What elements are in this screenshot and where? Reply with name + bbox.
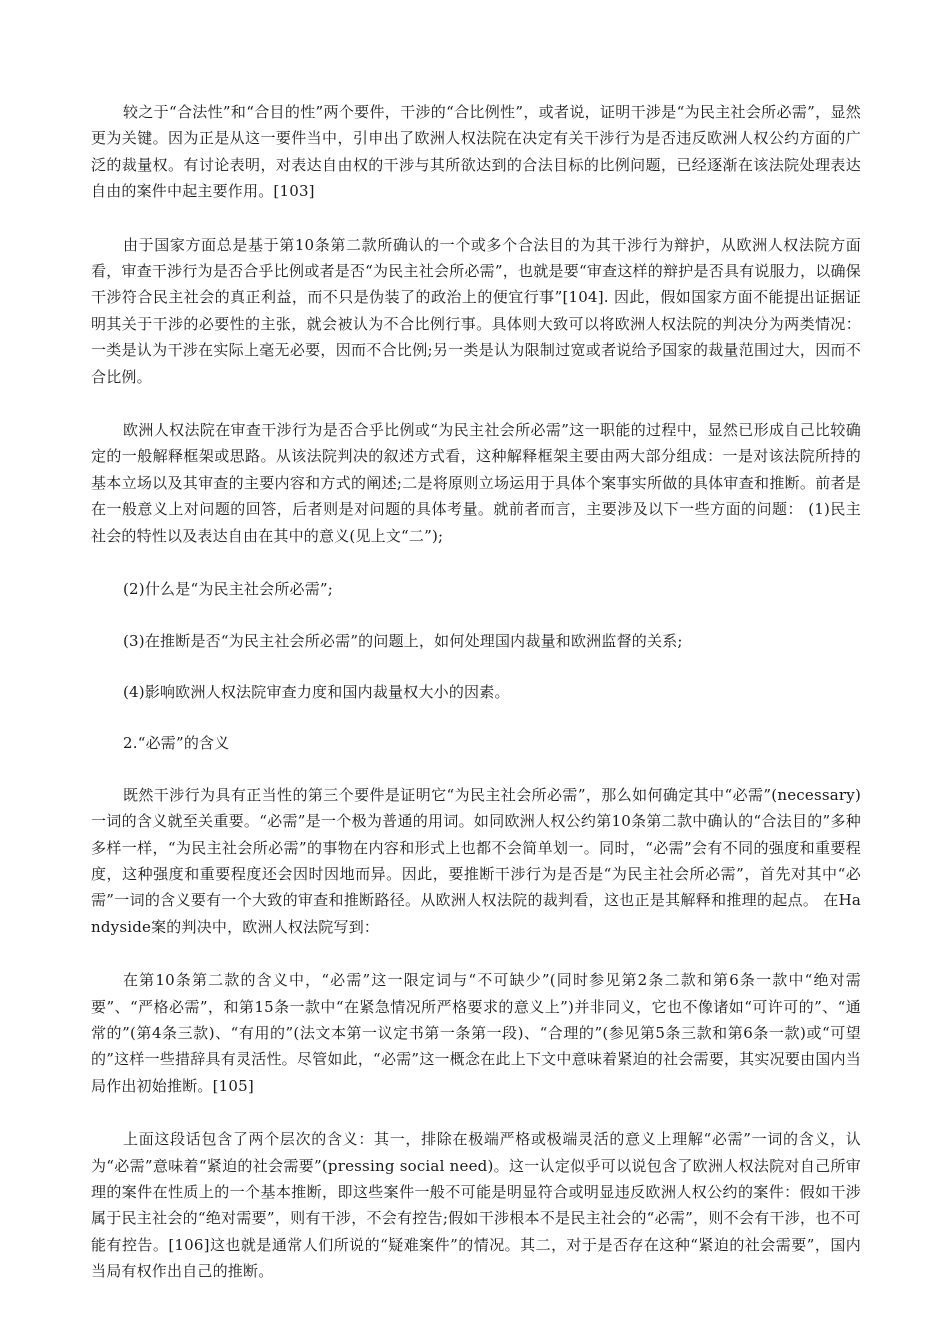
document-page xyxy=(91,99,861,1312)
paragraph-handyside-quote: 在第10条第二款的含义中，“必需”这一限定词与“不可缺少”(同时参见第2条二款和第6条一款中“绝对需要”、“严格必需”，和第15条一款中“在紧急情况所严格要求的意义上”)并非同义，它也不像诸如“可许可的”、“通常的”(第4条三款)、“有用的”(法文本第一议定书第一条第一段)、“合理的”(参见第5条三款和第6条一款)或“可望的”这样一些措辞具有灵活性。尽管如此，“必需”这一概念在此上下文中意味着紧迫的社会需要，其实况要由国内当局作出初始推断。[105] xyxy=(91,971,861,1095)
paragraph-two-levels: 上面这段话包含了两个层次的含义：其一，排除在极端严格或极端灵活的意义上理解“必需”一词的含义，认为“必需”意味着“紧迫的社会需要”(pressing social need)。这一认定似乎可以说包含了欧洲人权法院对自己所审理的案件在性质上的一个基本推断，即这些案件一般不可能是明显符合或明显违反欧洲人权公约的案件：假如干涉属于民主社会的“绝对需要”，则有干涉，不会有控告;假如干涉根本不是民主社会的“必需”，则不会有干涉，也不可能有控告。[106]这也就是通常人们所说的“疑难案件”的情况。其二，对于是否存在这种“紧迫的社会需要”，国内当局有权作出自己的推断。 xyxy=(91,1130,861,1281)
paragraph-meaning-of-necessary: 既然干涉行为具有正当性的第三个要件是证明它“为民主社会所必需”，那么如何确定其中“必需”(necessary)一词的含义就至关重要。“必需”是一个极为普通的用词。如同欧洲人权公约第10条第二款中确认的“合法目的”多种多样一样，“为民主社会所必需”的事物在内容和形式上也都不会简单划一。同时，“必需”会有不同的强度和重要程度，这种强度和重要程度还会因时因地而异。因此，要推断干涉行为是否是“为民主社会所必需”，首先对其中“必需”一词的含义要有一个大致的审查和推断路径。从欧洲人权法院的裁判看，这也正是其解释和推理的起点。 在Handyside案的判决中，欧洲人权法院写到： xyxy=(91,785,861,936)
paragraph-proportionality: 较之于“合法性”和“合目的性”两个要件，干涉的“合比例性”，或者说，证明干涉是“为民主社会所必需”，显然更为关键。因为正是从这一要件当中，引申出了欧洲人权法院在决定有关干涉行为是否违反欧洲人权公约方面的广泛的裁量权。有讨论表明，对表达自由权的干涉与其所欲达到的合法目标的比例问题，已经逐渐在该法院处理表达自由的案件中起主要作用。[103] xyxy=(91,103,861,201)
section-heading: 2.“必需”的含义 xyxy=(123,734,230,753)
list-item-necessity: (2)什么是“为民主社会所必需”; xyxy=(123,580,334,599)
list-item-factors: (4)影响欧洲人权法院审查力度和国内裁量权大小的因素。 xyxy=(123,682,510,701)
list-item-margin-of-appreciation: (3)在推断是否“为民主社会所必需”的问题上，如何处理国内裁量和欧洲监督的关系; xyxy=(123,631,683,650)
paragraph-state-justification: 由于国家方面总是基于第10条第二款所确认的一个或多个合法目的为其干涉行为辩护，从欧洲人权法院方面看，审查干涉行为是否合乎比例或者是否“为民主社会所必需”，也就是要“审查这样的辩护是否具有说服力，以确保干涉符合民主社会的真正利益，而不只是伪装了的政治上的便宜行事”[104]. 因此，假如国家方面不能提出证据证明其关于干涉的必要性的主张，就会被认为不合比例行事。具体则大致可以将欧洲人权法院的判决分为两类情况：一类是认为干涉在实际上毫无必要，因而不合比例;另一类是认为限制过宽或者说给予国家的裁量范围过大，因而不合比例。 xyxy=(91,235,861,386)
paragraph-interpretive-framework: 欧洲人权法院在审查干涉行为是否合乎比例或“为民主社会所必需”这一职能的过程中，显然已形成自己比较确定的一般解释框架或思路。从该法院判决的叙述方式看，这种解释框架主要由两大部分组成：一是对该法院所持的基本立场以及其审查的主要内容和方式的阐述;二是将原则立场运用于具体个案事实所做的具体审查和推断。前者是在一般意义上对问题的回答，后者则是对问题的具体考量。就前者而言，主要涉及以下一些方面的问题： (1)民主社会的特性以及表达自由在其中的意义(见上文“二”); xyxy=(91,421,861,545)
